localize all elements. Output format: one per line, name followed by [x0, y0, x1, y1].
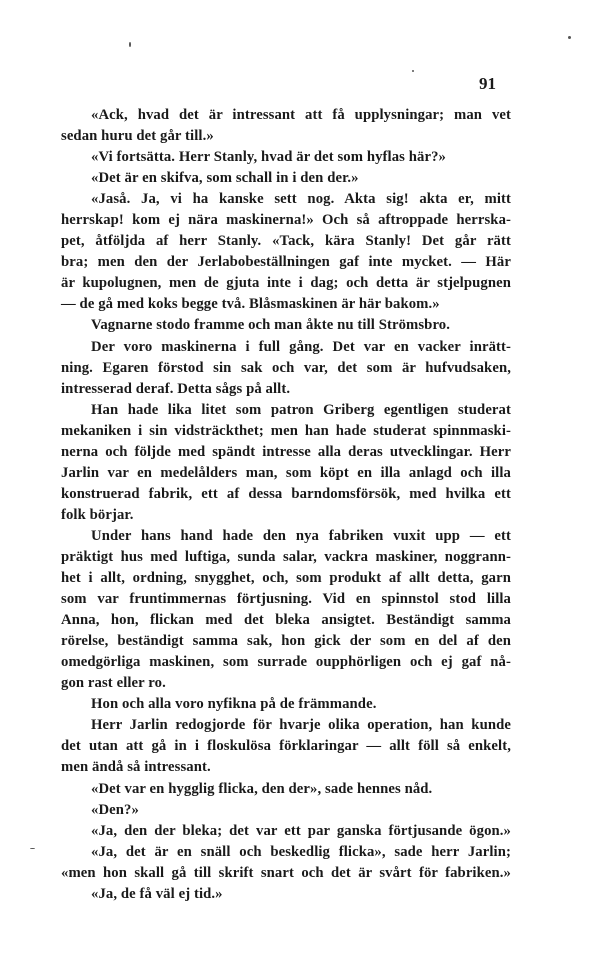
text-line: sedan huru det går till.» [61, 128, 214, 145]
text-line: «men hon skall gå till skrift snart och det är svårt för fabriken.» [61, 864, 511, 881]
text-line: — de gå med koks begge två. Blåsmaskinen är här bakom.» [61, 296, 440, 313]
text-line: konstruerad fabrik, ett af dessa barndomsförsök, med hvilka ett [61, 485, 511, 502]
body-text [61, 105, 511, 905]
text-line: «Vi fortsätta. Herr Stanly, hvad är det som hyflas här?» [91, 149, 446, 166]
text-line: «Ack, hvad det är intressant att få upplysningar; man vet [91, 107, 511, 123]
text-line: präktigt hus med luftiga, sunda salar, vackra maskiner, noggrann- [61, 548, 511, 565]
text-line: Vagnarne stodo framme och man åkte nu till Strömsbro. [91, 317, 451, 334]
text-line: det utan att gå in i floskulösa förklaringar — allt föll så enkelt, [61, 738, 511, 755]
text-line: rörelse, beständigt samma sak, hon gick der som en del af den [61, 633, 511, 650]
scan-speck [568, 36, 571, 39]
text-line: Under hans hand hade den nya fabriken vuxit upp — ett [91, 527, 511, 544]
text-line: omedgörliga maskinen, som surrade oupphörligen och ej gaf nå- [61, 654, 511, 671]
text-line: gon rast eller ro. [61, 675, 166, 692]
text-line: Herr Jarlin redogjorde för hvarje olika operation, han kunde [91, 717, 511, 734]
text-line: «Det är en skifva, som schall in i den der.» [91, 170, 359, 187]
text-line: Jarlin var en medelålders man, som köpt en illa anlagd och illa [61, 464, 511, 481]
text-line: ning. Egaren förstod sin sak och var, det som är hufvudsaken, [61, 359, 511, 376]
text-line: Der voro maskinerna i full gång. Det var en vacker inrätt- [91, 338, 511, 355]
text-line: bra; men den der Jerlabobeställningen gaf inte mycket. — Här [61, 254, 511, 271]
text-line: het i allt, ordning, snygghet, och, som produkt af allt detta, garn [61, 570, 511, 587]
text-line: «Det var en hygglig flicka, den der», sade hennes nåd. [91, 780, 433, 797]
text-line: «Ja, det är en snäll och beskedlig flicka», sade herr Jarlin; [91, 843, 511, 860]
text-line: intresserad deraf. Detta sågs på allt. [61, 380, 291, 397]
text-line: «Den?» [91, 801, 139, 818]
text-line: Anna, hon, flickan med det bleka ansigtet. Beständigt samma [61, 612, 511, 629]
text-line: «Jaså. Ja, vi ha kanske sett nog. Akta sig! akta er, mitt [91, 191, 511, 208]
page-number: 91 [479, 74, 496, 93]
text-line: «Ja, den der bleka; det var ett par ganska förtjusande ögon.» [91, 822, 511, 839]
scan-speck [129, 42, 131, 47]
scan-speck [412, 70, 414, 72]
text-line: herrskap! kom ej nära maskinerna!» Och så aftroppade herrska- [61, 212, 511, 229]
text-line: pet, åtföljda af herr Stanly. «Tack, kära Stanly! Det går rätt [61, 233, 511, 250]
text-line: mekaniken i sin vidsträckthet; men han hade studerat spinnmaski- [61, 422, 511, 439]
text-line: «Ja, de få väl ej tid.» [91, 885, 223, 902]
text-line: är kupolugnen, men de gjuta inte i dag; och detta är stjelpugnen [61, 275, 511, 292]
text-line: men ändå så intressant. [61, 759, 211, 776]
text-line: folk börjar. [61, 506, 134, 523]
text-line: Hon och alla voro nyfikna på de främmande. [91, 696, 377, 713]
scan-speck [30, 848, 35, 849]
text-line: Han hade lika litet som patron Griberg egentligen studerat [91, 401, 511, 418]
text-line: nerna och följde med spändt intresse alla deras utvecklingar. Herr [61, 443, 511, 460]
text-line: som var fruntimmernas förtjusning. Vid en spinnstol stod lilla [61, 591, 511, 608]
